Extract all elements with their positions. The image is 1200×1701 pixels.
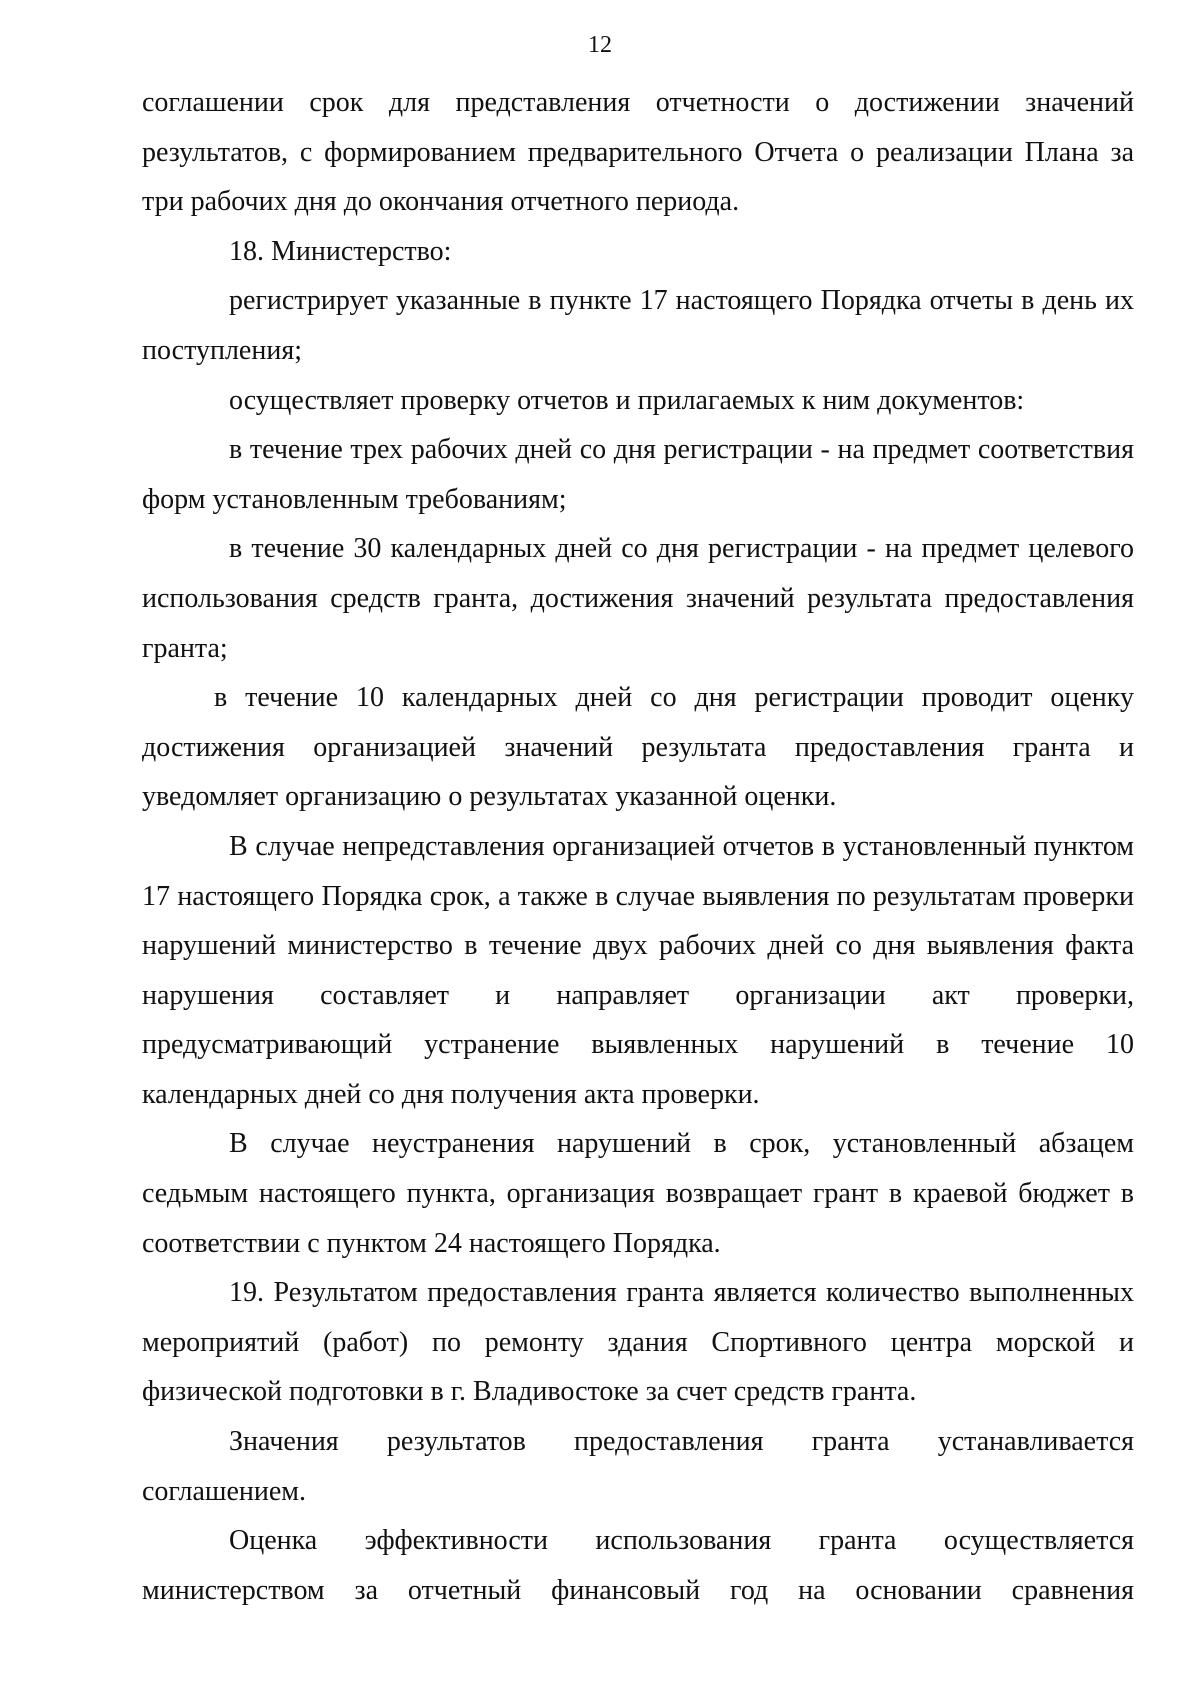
paragraph-9: В случае неустранения нарушений в срок, установленный абзацем седьмым настоящего пункта, организация возвращает грант в краевой бюджет в соответствии с пунктом 24 настоящего Порядка. <box>142 1128 1134 1259</box>
paragraph-7: в течение 10 календарных дней со дня регистрации проводит оценку достижения организацией значений результата предоставления гранта и уведомляет организацию о результатах указанной оценки. <box>142 682 1134 813</box>
paragraph-6: в течение 30 календарных дней со дня регистрации - на предмет целевого использования средств гранта, достижения значений результата предоставления гранта; <box>142 533 1134 664</box>
document-body <box>142 78 1134 1615</box>
paragraph-8: В случае непредставления организацией отчетов в установленный пунктом 17 настоящего Порядка срок, а также в случае выявления по результатам проверки нарушений министерство в течение двух рабочих дней со дня выявления факта нарушения составляет и направляет организации акт проверки, предусматривающий устранение выявленных нарушений в течение 10 календарных дней со дня получения акта проверки. <box>142 830 1134 1110</box>
paragraph-1: соглашении срок для представления отчетности о достижении значений результатов, с формированием предварительного Отчета о реализации Плана за три рабочих дня до окончания отчетного периода. <box>142 87 1134 218</box>
page-number: 12 <box>588 32 612 58</box>
paragraph-12: Оценка эффективности использования гранта осуществляется министерством за отчетный финансовый год на основании сравнения <box>142 1525 1134 1606</box>
paragraph-2: 18. Министерство: <box>229 235 452 267</box>
paragraph-10: 19. Результатом предоставления гранта является количество выполненных мероприятий (работ) по ремонту здания Спортивного центра морской и физической подготовки в г. Владивостоке за счет средств гранта. <box>142 1277 1134 1408</box>
paragraph-11: Значения результатов предоставления гранта устанавливается соглашением. <box>142 1426 1134 1507</box>
paragraph-5: в течение трех рабочих дней со дня регистрации - на предмет соответствия форм установленным требованиям; <box>142 434 1134 515</box>
paragraph-3: регистрирует указанные в пункте 17 настоящего Порядка отчеты в день их поступления; <box>142 285 1134 366</box>
paragraph-4: осуществляет проверку отчетов и прилагаемых к ним документов: <box>229 384 1025 416</box>
